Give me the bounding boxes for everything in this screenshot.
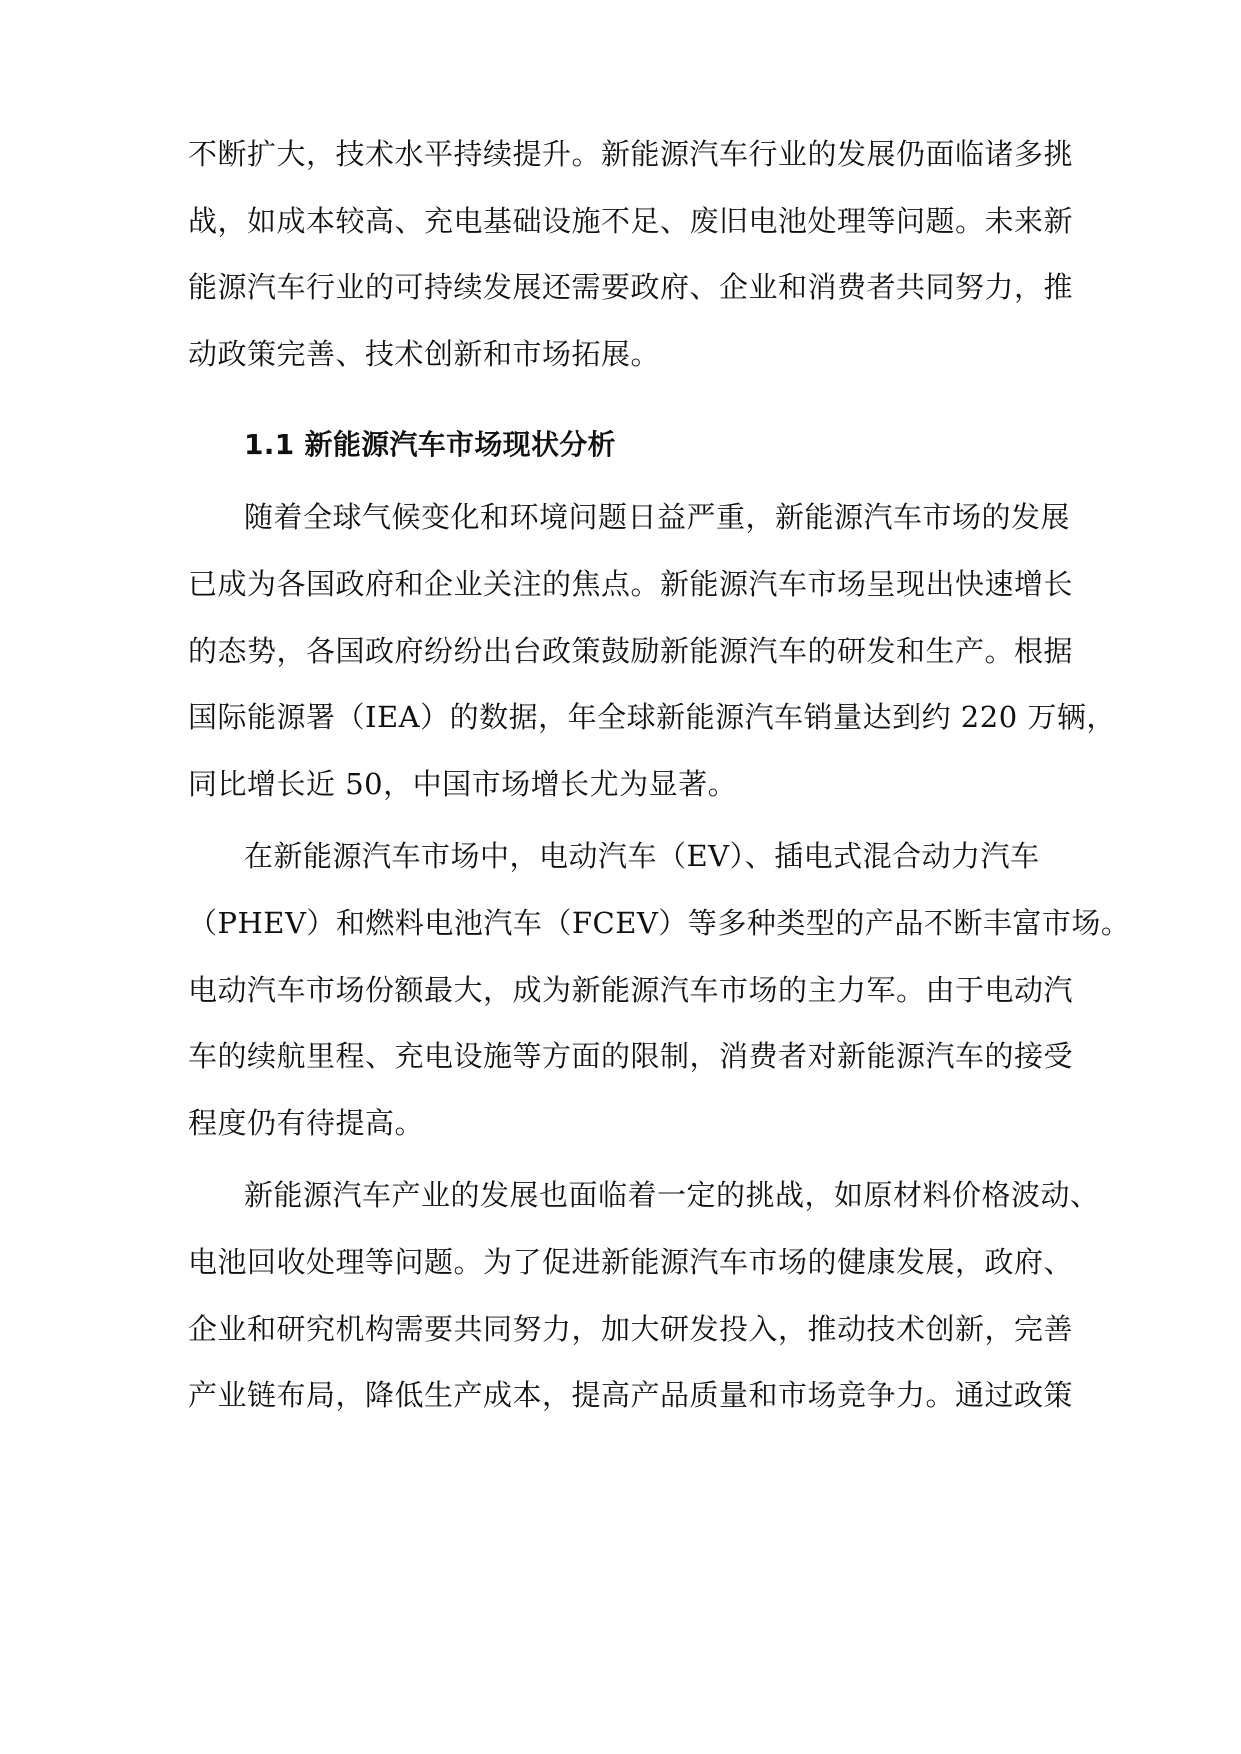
paragraph3-line-4: 产业链布局，降低生产成本，提高产品质量和市场竞争力。通过政策 bbox=[188, 1378, 1074, 1412]
paragraph1-line-5: 同比增长近 50，中国市场增长尤为显著。 bbox=[188, 767, 738, 801]
paragraph1-line-4: 国际能源署（IEA）的数据，年全球新能源汽车销量达到约 220 万辆， bbox=[188, 700, 1116, 734]
section-heading: 1.1 新能源汽车市场现状分析 bbox=[244, 428, 616, 461]
paragraph2-line-5: 程度仍有待提高。 bbox=[188, 1106, 425, 1140]
paragraph1-line-2: 已成为各国政府和企业关注的焦点。新能源汽车市场呈现出快速增长 bbox=[188, 567, 1074, 601]
paragraph2-line-1: 在新能源汽车市场中，电动汽车（EV）、插电式混合动力汽车 bbox=[244, 839, 1040, 873]
intro-line-3: 能源汽车行业的可持续发展还需要政府、企业和消费者共同努力，推 bbox=[188, 270, 1074, 304]
paragraph2-line-3: 电动汽车市场份额最大，成为新能源汽车市场的主力军。由于电动汽 bbox=[188, 973, 1074, 1007]
paragraph1-line-1: 随着全球气候变化和环境问题日益严重，新能源汽车市场的发展 bbox=[244, 500, 1071, 534]
paragraph2-line-2: （PHEV）和燃料电池汽车（FCEV）等多种类型的产品不断丰富市场。 bbox=[188, 906, 1131, 940]
intro-line-2: 战，如成本较高、充电基础设施不足、废旧电池处理等问题。未来新 bbox=[188, 204, 1074, 238]
intro-line-4: 动政策完善、技术创新和市场拓展。 bbox=[188, 337, 661, 371]
paragraph3-line-3: 企业和研究机构需要共同努力，加大研发投入，推动技术创新，完善 bbox=[188, 1312, 1074, 1346]
paragraph1-line-3: 的态势，各国政府纷纷出台政策鼓励新能源汽车的研发和生产。根据 bbox=[188, 634, 1074, 668]
intro-line-1: 不断扩大，技术水平持续提升。新能源汽车行业的发展仍面临诸多挑 bbox=[188, 137, 1074, 171]
paragraph2-line-4: 车的续航里程、充电设施等方面的限制，消费者对新能源汽车的接受 bbox=[188, 1039, 1074, 1073]
paragraph3-line-2: 电池回收处理等问题。为了促进新能源汽车市场的健康发展，政府、 bbox=[188, 1245, 1074, 1279]
paragraph3-line-1: 新能源汽车产业的发展也面临着一定的挑战，如原材料价格波动、 bbox=[244, 1178, 1100, 1212]
